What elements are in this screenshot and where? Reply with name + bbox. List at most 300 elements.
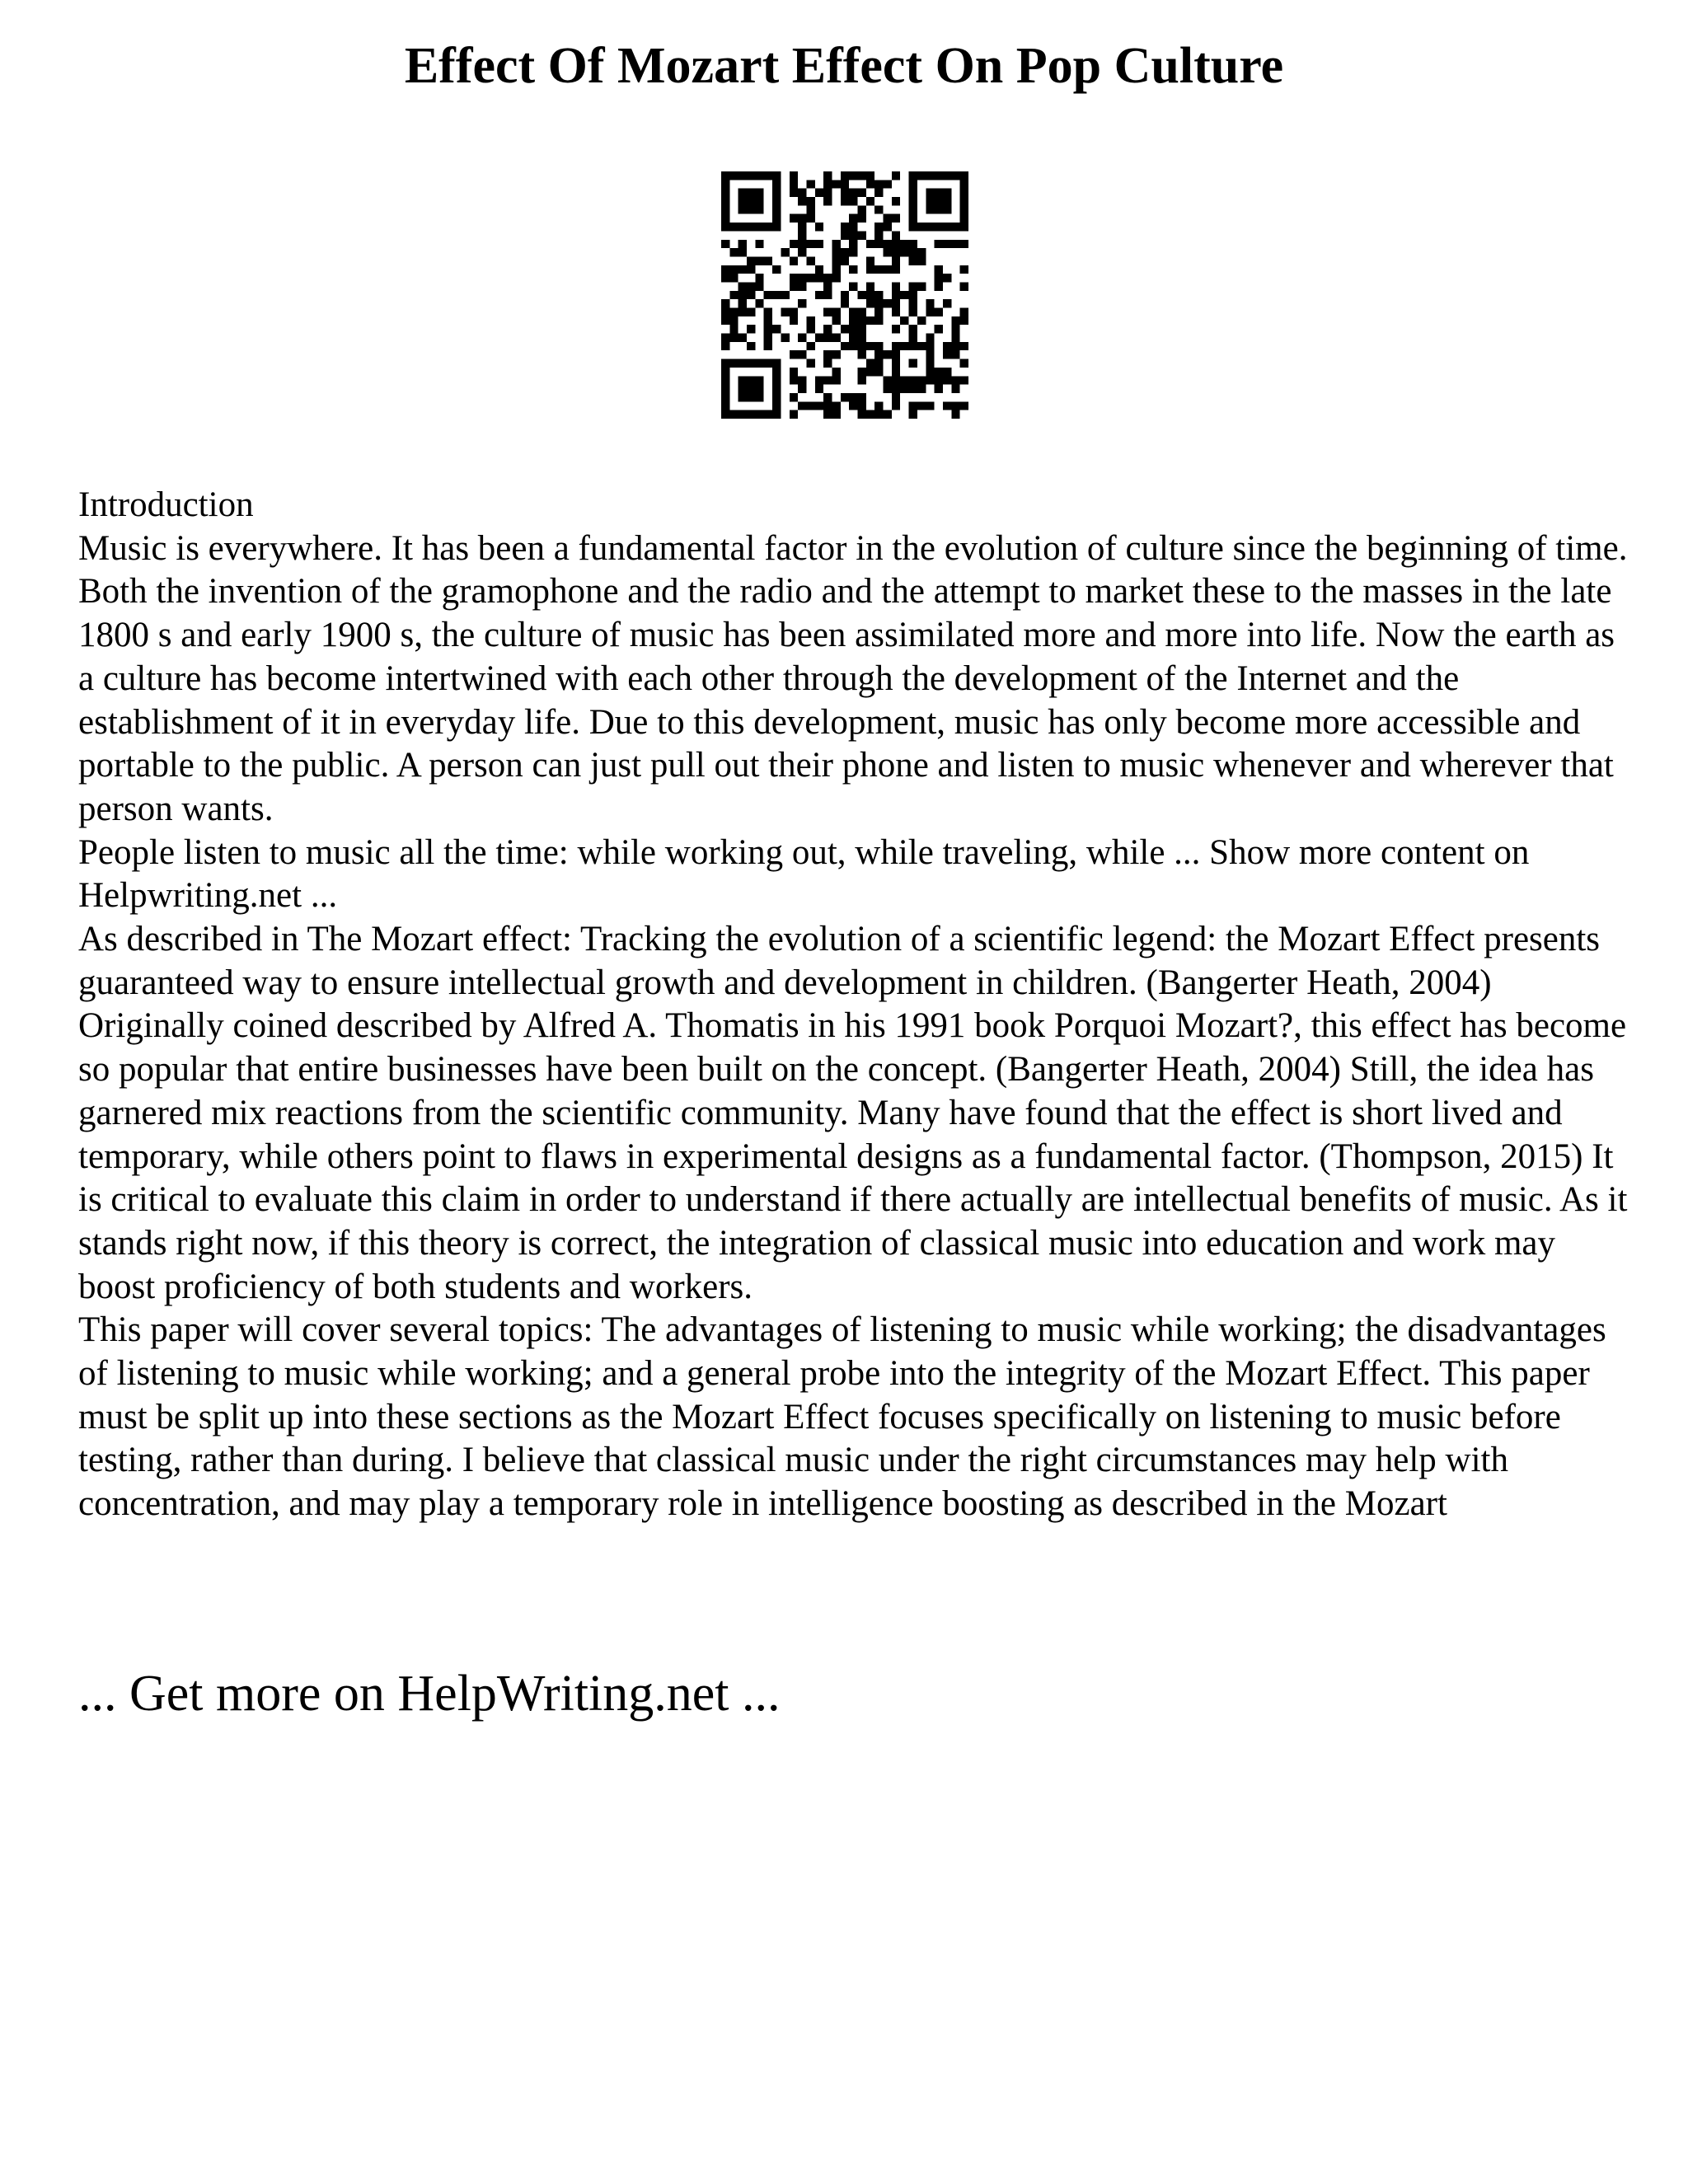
qr-module xyxy=(884,385,892,393)
qr-module xyxy=(790,240,798,248)
qr-module xyxy=(909,308,917,316)
qr-module xyxy=(909,223,917,231)
qr-module xyxy=(909,401,917,410)
qr-module xyxy=(917,282,926,290)
qr-module xyxy=(772,410,781,419)
qr-module xyxy=(935,325,943,333)
qr-module xyxy=(917,248,926,256)
qr-module xyxy=(738,334,747,342)
qr-module xyxy=(823,350,832,359)
qr-module xyxy=(729,171,738,180)
qr-module xyxy=(858,291,866,299)
qr-module xyxy=(951,240,959,248)
qr-module xyxy=(806,274,814,282)
qr-module xyxy=(798,248,806,256)
qr-module xyxy=(823,189,832,197)
qr-module xyxy=(849,316,857,325)
qr-module xyxy=(790,189,798,197)
qr-module xyxy=(909,385,917,393)
qr-module xyxy=(960,376,968,384)
qr-module xyxy=(832,410,840,419)
paragraph-intro: Music is everywhere. It has been a fundamental factor in the evolution of culture since the beginning of time. Both the invention of the gramophone and the radio and the attempt to market these to the masses in the late 1800 s and early 1900 s, the culture of music has been assimilated more and more into life. Now the earth as a culture has become intertwined with each other through the development of the Internet and the establishment of it in everyday life. Due to this development, music has only become more accessible and portable to the public. A person can just pull out their phone and listen to music whenever and wherever that person wants. xyxy=(78,528,1628,828)
qr-module xyxy=(900,240,908,248)
qr-module xyxy=(858,342,866,350)
qr-module xyxy=(917,376,926,384)
qr-module xyxy=(755,376,763,384)
qr-module xyxy=(841,231,849,239)
qr-module xyxy=(823,274,832,282)
qr-module xyxy=(917,316,926,325)
qr-module xyxy=(874,180,883,188)
qr-module xyxy=(721,214,729,223)
qr-module xyxy=(841,189,849,197)
qr-module xyxy=(926,342,934,350)
qr-module xyxy=(960,223,968,231)
qr-module xyxy=(951,316,959,325)
qr-module xyxy=(790,410,798,419)
qr-module xyxy=(917,171,926,180)
page-title: Effect Of Mozart Effect On Pop Culture xyxy=(404,38,1284,94)
qr-module xyxy=(866,282,874,290)
qr-module xyxy=(951,350,959,359)
paragraph-teaser: People listen to music all the time: while working out, while traveling, while ... Show more content on Helpwriting.net ... xyxy=(78,832,1530,916)
qr-module xyxy=(798,240,806,248)
qr-module xyxy=(790,393,798,401)
qr-module xyxy=(858,350,866,359)
qr-module xyxy=(917,342,926,350)
qr-module xyxy=(841,248,849,256)
qr-module xyxy=(764,316,772,325)
qr-module xyxy=(747,256,755,265)
qr-module xyxy=(738,248,747,256)
qr-module xyxy=(935,368,943,376)
qr-module xyxy=(849,325,857,333)
qr-module xyxy=(772,223,781,231)
qr-module xyxy=(815,265,823,274)
qr-module xyxy=(798,282,806,290)
qr-module xyxy=(781,291,789,299)
qr-module xyxy=(823,308,832,316)
qr-module xyxy=(806,240,814,248)
qr-module xyxy=(772,359,781,368)
qr-module xyxy=(951,223,959,231)
qr-module xyxy=(841,291,849,299)
qr-module xyxy=(798,385,806,393)
qr-module xyxy=(926,368,934,376)
qr-module xyxy=(909,291,917,299)
qr-module xyxy=(909,325,917,333)
qr-module xyxy=(721,368,729,376)
qr-module xyxy=(772,189,781,197)
qr-module xyxy=(798,274,806,282)
qr-module xyxy=(935,274,943,282)
qr-module xyxy=(935,308,943,316)
qr-module xyxy=(841,325,849,333)
qr-module xyxy=(874,368,883,376)
qr-module xyxy=(900,385,908,393)
qr-module xyxy=(755,282,763,290)
qr-module xyxy=(798,197,806,205)
qr-module xyxy=(772,291,781,299)
qr-module xyxy=(764,256,772,265)
qr-module xyxy=(772,205,781,213)
qr-module xyxy=(747,223,755,231)
qr-module xyxy=(874,240,883,248)
qr-module xyxy=(943,274,951,282)
qr-module xyxy=(909,197,917,205)
qr-module xyxy=(798,376,806,384)
qr-module xyxy=(841,180,849,188)
qr-module xyxy=(874,189,883,197)
qr-module xyxy=(738,410,747,419)
qr-module xyxy=(729,325,738,333)
qr-module xyxy=(909,299,917,307)
qr-module xyxy=(815,334,823,342)
qr-module xyxy=(849,197,857,205)
article-body xyxy=(78,484,1628,1526)
qr-module xyxy=(764,342,772,350)
qr-module xyxy=(900,342,908,350)
qr-module xyxy=(909,189,917,197)
qr-module xyxy=(747,197,755,205)
qr-module xyxy=(790,171,798,180)
qr-module xyxy=(832,316,840,325)
qr-module xyxy=(960,171,968,180)
qr-module xyxy=(926,359,934,368)
qr-module xyxy=(823,334,832,342)
qr-module xyxy=(747,282,755,290)
qr-module xyxy=(823,376,832,384)
qr-module xyxy=(764,325,772,333)
qr-module xyxy=(755,197,763,205)
qr-module xyxy=(858,171,866,180)
qr-module xyxy=(815,240,823,248)
qr-module xyxy=(892,350,900,359)
qr-module xyxy=(935,223,943,231)
qr-module xyxy=(849,393,857,401)
qr-module xyxy=(960,342,968,350)
qr-module xyxy=(772,197,781,205)
qr-module xyxy=(738,385,747,393)
qr-module xyxy=(729,316,738,325)
qr-code-graphic xyxy=(721,171,968,419)
qr-module xyxy=(747,325,755,333)
qr-module xyxy=(738,282,747,290)
qr-module xyxy=(858,214,866,223)
qr-module xyxy=(738,393,747,401)
qr-module xyxy=(909,282,917,290)
qr-module xyxy=(738,359,747,368)
qr-module xyxy=(909,214,917,223)
qr-module xyxy=(960,189,968,197)
qr-module xyxy=(832,350,840,359)
qr-module xyxy=(772,368,781,376)
qr-module xyxy=(849,342,857,350)
qr-module xyxy=(790,350,798,359)
qr-module xyxy=(900,316,908,325)
qr-module xyxy=(755,171,763,180)
qr-module xyxy=(806,197,814,205)
qr-module xyxy=(806,342,814,350)
qr-module xyxy=(823,325,832,333)
qr-module xyxy=(909,240,917,248)
qr-module xyxy=(935,171,943,180)
qr-module xyxy=(747,393,755,401)
qr-module xyxy=(721,223,729,231)
qr-module xyxy=(858,231,866,239)
paragraph-topics: This paper will cover several topics: The advantages of listening to music while working; the disadvantages of listening to music while working; and a general probe into the integrity of the Mozart Effect. This paper must be split up into these sections as the Mozart Effect focuses specifically on listening to music before testing, rather than during. I believe that classical music under the right circumstances may help with concentration, and may play a temporary role in intelligence boosting as described in the Mozart xyxy=(78,1310,1606,1524)
qr-module xyxy=(866,368,874,376)
qr-module xyxy=(926,171,934,180)
qr-module xyxy=(935,197,943,205)
qr-module xyxy=(747,189,755,197)
qr-module xyxy=(790,376,798,384)
qr-module xyxy=(755,223,763,231)
qr-module xyxy=(729,248,738,256)
qr-module xyxy=(832,334,840,342)
qr-module xyxy=(747,308,755,316)
qr-module xyxy=(772,325,781,333)
qr-module xyxy=(729,223,738,231)
qr-module xyxy=(884,410,892,419)
qr-module xyxy=(960,180,968,188)
qr-module xyxy=(892,265,900,274)
qr-module xyxy=(943,171,951,180)
qr-module xyxy=(823,282,832,290)
qr-module xyxy=(849,223,857,231)
qr-module xyxy=(866,316,874,325)
qr-module xyxy=(806,256,814,265)
qr-module xyxy=(738,308,747,316)
qr-module xyxy=(729,274,738,282)
qr-module xyxy=(738,299,747,307)
qr-module xyxy=(798,401,806,410)
qr-module xyxy=(798,299,806,307)
qr-module xyxy=(858,410,866,419)
get-more-link[interactable]: ... Get more on HelpWriting.net ... xyxy=(78,1666,781,1722)
qr-module xyxy=(960,282,968,290)
qr-module xyxy=(884,214,892,223)
qr-module xyxy=(806,325,814,333)
qr-module xyxy=(951,376,959,384)
qr-module xyxy=(917,401,926,410)
qr-module xyxy=(892,214,900,223)
qr-module xyxy=(721,299,729,307)
qr-module xyxy=(943,368,951,376)
qr-module xyxy=(747,410,755,419)
qr-module xyxy=(790,256,798,265)
qr-module xyxy=(747,291,755,299)
qr-module xyxy=(943,376,951,384)
qr-module xyxy=(849,231,857,239)
qr-module xyxy=(764,171,772,180)
qr-module xyxy=(849,240,857,248)
qr-module xyxy=(874,401,883,410)
qr-module xyxy=(738,223,747,231)
qr-module xyxy=(729,291,738,299)
qr-module xyxy=(960,197,968,205)
qr-module xyxy=(874,342,883,350)
qr-module xyxy=(772,376,781,384)
qr-module xyxy=(943,205,951,213)
qr-module xyxy=(772,393,781,401)
qr-module xyxy=(832,401,840,410)
qr-module xyxy=(892,240,900,248)
qr-module xyxy=(721,376,729,384)
qr-module xyxy=(909,248,917,256)
qr-module xyxy=(858,325,866,333)
qr-module xyxy=(721,316,729,325)
qr-module xyxy=(755,274,763,282)
qr-module xyxy=(738,205,747,213)
qr-module xyxy=(832,240,840,248)
qr-module xyxy=(721,197,729,205)
qr-module xyxy=(841,393,849,401)
qr-module xyxy=(866,342,874,350)
qr-module xyxy=(772,265,781,274)
qr-module xyxy=(917,256,926,265)
qr-module xyxy=(884,376,892,384)
qr-module xyxy=(798,350,806,359)
qr-module xyxy=(806,401,814,410)
qr-module xyxy=(892,368,900,376)
qr-module xyxy=(729,265,738,274)
qr-module xyxy=(721,401,729,410)
qr-module xyxy=(832,180,840,188)
qr-module xyxy=(798,231,806,239)
qr-module xyxy=(781,334,789,342)
qr-module xyxy=(747,171,755,180)
qr-module xyxy=(849,334,857,342)
qr-module xyxy=(960,240,968,248)
qr-module xyxy=(892,299,900,307)
qr-module xyxy=(892,385,900,393)
qr-module xyxy=(858,205,866,213)
qr-module xyxy=(874,316,883,325)
qr-module xyxy=(858,316,866,325)
qr-module xyxy=(764,334,772,342)
qr-module xyxy=(755,299,763,307)
qr-module xyxy=(755,256,763,265)
qr-module xyxy=(790,368,798,376)
qr-module xyxy=(892,393,900,401)
qr-module xyxy=(866,265,874,274)
qr-module xyxy=(721,189,729,197)
qr-module xyxy=(806,316,814,325)
qr-module xyxy=(790,308,798,316)
qr-module xyxy=(721,240,729,248)
qr-module xyxy=(747,265,755,274)
qr-module xyxy=(747,359,755,368)
qr-module xyxy=(884,240,892,248)
qr-module xyxy=(943,223,951,231)
qr-module xyxy=(884,299,892,307)
qr-module xyxy=(738,197,747,205)
qr-module xyxy=(960,359,968,368)
qr-module xyxy=(721,359,729,368)
qr-module xyxy=(892,197,900,205)
qr-module xyxy=(866,197,874,205)
qr-module xyxy=(926,401,934,410)
qr-module xyxy=(772,385,781,393)
qr-module xyxy=(729,308,738,316)
qr-module xyxy=(747,385,755,393)
qr-module xyxy=(841,342,849,350)
qr-module xyxy=(823,410,832,419)
qr-module xyxy=(798,223,806,231)
section-heading-introduction: Introduction xyxy=(78,485,254,524)
qr-module xyxy=(866,291,874,299)
qr-module xyxy=(721,308,729,316)
qr-module xyxy=(721,334,729,342)
qr-module xyxy=(926,197,934,205)
qr-module xyxy=(849,308,857,316)
qr-module xyxy=(790,214,798,223)
qr-module xyxy=(909,171,917,180)
qr-module xyxy=(926,189,934,197)
qr-module xyxy=(858,376,866,384)
qr-module xyxy=(943,350,951,359)
qr-module xyxy=(866,299,874,307)
qr-module xyxy=(960,205,968,213)
qr-module xyxy=(806,359,814,368)
qr-module xyxy=(721,410,729,419)
qr-module xyxy=(832,308,840,316)
qr-module xyxy=(764,410,772,419)
qr-module xyxy=(874,265,883,274)
qr-module xyxy=(747,376,755,384)
qr-module xyxy=(909,205,917,213)
qr-module xyxy=(841,197,849,205)
qr-module xyxy=(815,189,823,197)
qr-module xyxy=(935,205,943,213)
qr-module xyxy=(935,265,943,274)
qr-module xyxy=(935,189,943,197)
qr-module xyxy=(858,308,866,316)
qr-module xyxy=(772,180,781,188)
qr-module xyxy=(815,291,823,299)
qr-module xyxy=(858,393,866,401)
qr-module xyxy=(874,299,883,307)
qr-module xyxy=(943,299,951,307)
qr-module xyxy=(772,171,781,180)
qr-module xyxy=(892,359,900,368)
qr-module xyxy=(866,240,874,248)
qr-module xyxy=(892,342,900,350)
qr-module xyxy=(781,308,789,316)
qr-module xyxy=(917,223,926,231)
qr-module xyxy=(849,189,857,197)
qr-code-icon xyxy=(721,171,968,419)
qr-module xyxy=(755,189,763,197)
qr-module xyxy=(892,248,900,256)
qr-module xyxy=(738,265,747,274)
qr-module xyxy=(900,291,908,299)
qr-module xyxy=(874,205,883,213)
qr-module xyxy=(738,376,747,384)
qr-module xyxy=(874,231,883,239)
qr-module xyxy=(832,265,840,274)
qr-module xyxy=(874,223,883,231)
qr-module xyxy=(874,359,883,368)
qr-module xyxy=(892,282,900,290)
qr-module xyxy=(866,359,874,368)
qr-module xyxy=(806,214,814,223)
qr-module xyxy=(764,291,772,299)
qr-module xyxy=(858,334,866,342)
qr-module xyxy=(909,180,917,188)
qr-module xyxy=(721,274,729,282)
